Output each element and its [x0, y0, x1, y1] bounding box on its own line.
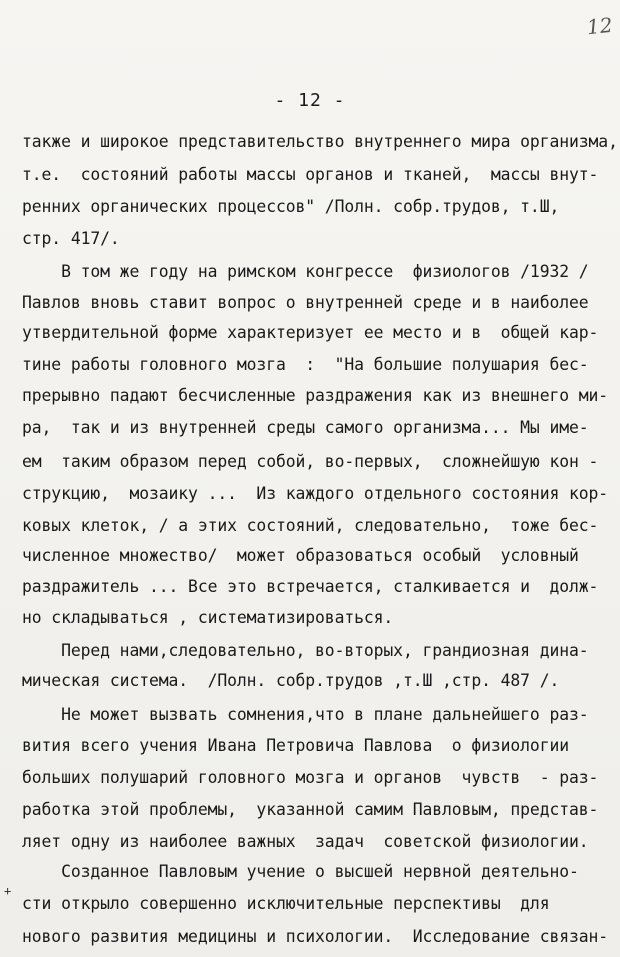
margin-mark-icon: +: [4, 884, 12, 898]
text-line: стр. 417/.: [22, 229, 120, 248]
text-line: Не может вызвать сомнения,что в плане дальнейшего раз-: [22, 705, 589, 724]
text-line: Созданное Павловым учение о высшей нервной деятельно-: [22, 862, 579, 881]
text-line: ляет одну из наиболее важных задач советской физиологии.: [22, 832, 589, 851]
text-line: Павлов вновь ставит вопрос о внутренней среде и в наиболее: [22, 293, 589, 312]
text-line: сти открыло совершенно исключительные перспективы для: [22, 894, 550, 913]
text-line: мическая система. /Полн. собр.трудов ,т.Ш ,стр. 487 /.: [22, 671, 560, 690]
handwritten-page-number: 12: [585, 12, 614, 40]
text-line: прерывно падают бесчисленные раздражения как из внешнего ми-: [22, 386, 609, 405]
text-line: нового развития медицины и психологии. Исследование связан-: [22, 927, 609, 946]
text-line: также и широкое представительство внутреннего мира организма,: [22, 132, 618, 151]
text-line: струкцию, мозаику ... Из каждого отдельного состояния кор-: [22, 484, 609, 503]
text-line: т.е. состояний работы массы органов и тканей, массы внут-: [22, 165, 599, 184]
text-line: В том же году на римском конгрессе физиологов /1932 /: [22, 262, 589, 281]
text-line: раздражитель ... Все это встречается, сталкивается и долж-: [22, 577, 599, 596]
text-line: но складываться , систематизироваться.: [22, 608, 394, 627]
text-line: ренних органических процессов" /Полн. собр.трудов, т.Ш,: [22, 197, 560, 216]
text-line: больших полушарий головного мозга и органов чувств - раз-: [22, 768, 599, 787]
text-line: ем таким образом перед собой, во-первых, сложнейшую кон -: [22, 452, 599, 471]
page-header: - 12 -: [274, 90, 346, 111]
text-line: ковых клеток, / а этих состояний, следовательно, тоже бес-: [22, 516, 599, 535]
text-line: утвердительной форме характеризует ее место и в общей кар-: [22, 323, 599, 342]
text-line: вития всего учения Ивана Петровича Павлова о физиологии: [22, 736, 570, 755]
text-line: ра, так и из внутренней среды самого организма... Мы име-: [22, 418, 589, 437]
text-line: Перед нами,следовательно, во-вторых, грандиозная дина-: [22, 641, 589, 660]
text-line: тине работы головного мозга : "На большие полушария бес-: [22, 355, 589, 374]
text-line: работка этой проблемы, указанной самим Павловым, представ-: [22, 800, 599, 819]
text-line: численное множество/ может образоваться особый условный: [22, 546, 579, 565]
